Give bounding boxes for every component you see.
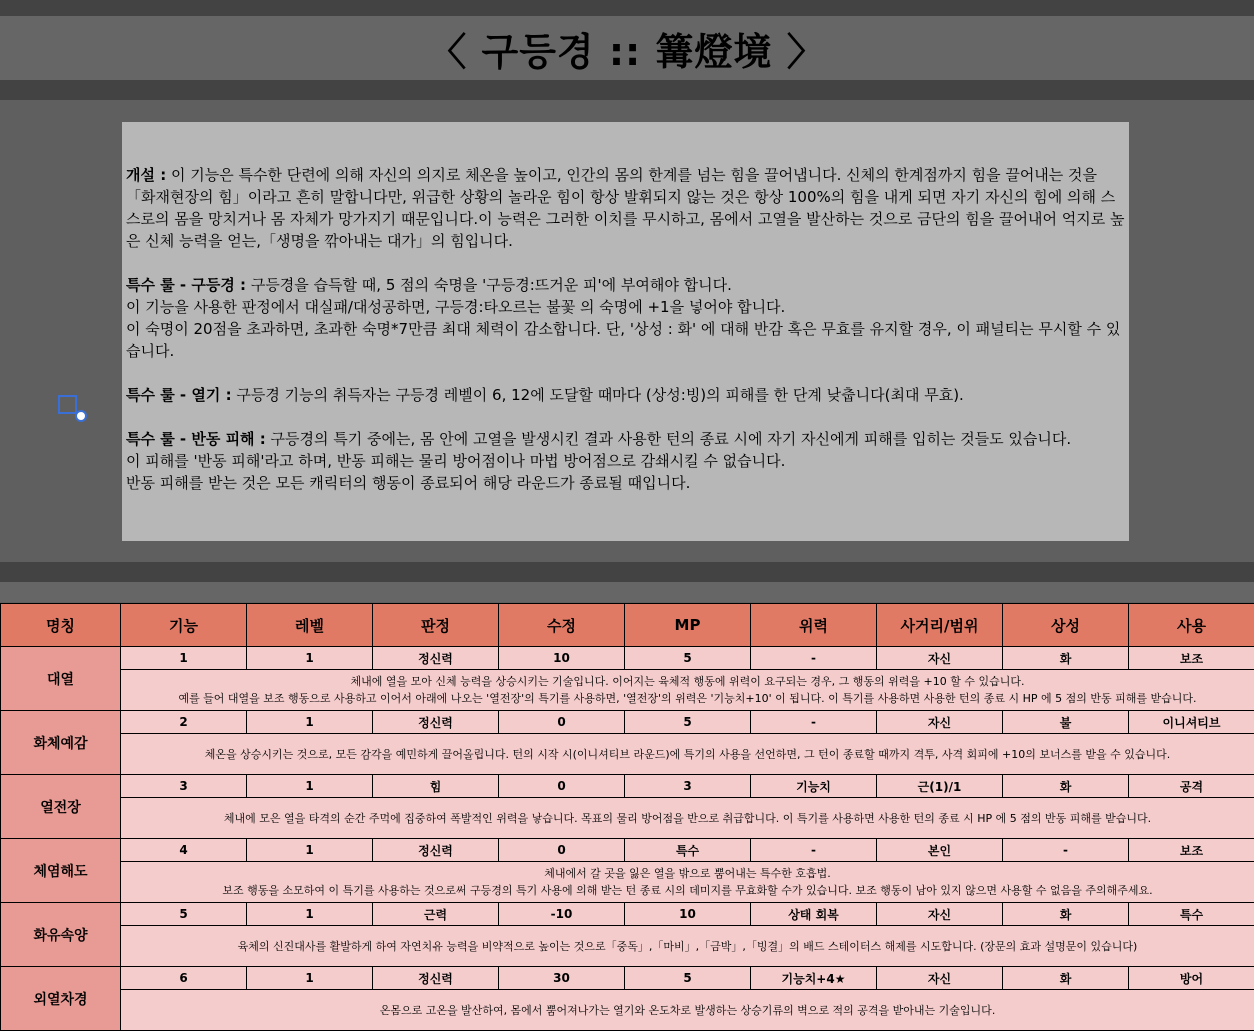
rule-text: 이 피해를 '반동 피해'라고 하며, 반동 피해는 물리 방어점이나 마법 방어점으로 감쇄시킬 수 없습니다. xyxy=(126,452,785,470)
description-line xyxy=(126,450,1125,472)
skill-description-cell[interactable] xyxy=(121,670,1254,711)
separator-band xyxy=(0,80,1254,100)
table-cell[interactable]: - xyxy=(751,839,877,862)
skill-name-cell[interactable]: 화유속양 xyxy=(1,903,121,967)
table-row-description xyxy=(1,670,1254,711)
column-header[interactable]: 상성 xyxy=(1003,604,1129,647)
table-cell[interactable]: 5 xyxy=(625,647,751,670)
table-cell[interactable]: 화 xyxy=(1003,967,1129,990)
table-cell[interactable]: 이니셔티브 xyxy=(1129,711,1254,734)
table-cell[interactable]: 5 xyxy=(121,903,247,926)
table-cell[interactable]: 공격 xyxy=(1129,775,1254,798)
table-cell[interactable]: 4 xyxy=(121,839,247,862)
table-cell[interactable]: 불 xyxy=(1003,711,1129,734)
table-cell[interactable]: 기능치 xyxy=(751,775,877,798)
skill-description-line: 온몸으로 고온을 발산하여, 몸에서 뿜어져나가는 열기와 온도차로 발생하는 상승기류의 벽으로 적의 공격을 받아내는 기술입니다. xyxy=(121,1002,1254,1019)
description-line xyxy=(126,252,1125,274)
skill-name-cell[interactable]: 체염해도 xyxy=(1,839,121,903)
skill-description-cell[interactable] xyxy=(121,798,1254,839)
table-row xyxy=(1,775,1254,798)
table-cell[interactable]: 1 xyxy=(247,711,373,734)
table-cell[interactable]: 3 xyxy=(625,775,751,798)
description-line xyxy=(126,472,1125,494)
table-row-description xyxy=(1,862,1254,903)
rule-text: 구등경을 습득할 때, 5 점의 숙명을 '구등경:뜨거운 피'에 부여해야 합니다. xyxy=(246,276,732,294)
table-cell[interactable]: 정신력 xyxy=(373,711,499,734)
table-cell[interactable]: 자신 xyxy=(877,711,1003,734)
table-row-description xyxy=(1,798,1254,839)
table-cell[interactable]: 자신 xyxy=(877,967,1003,990)
table-cell[interactable]: 1 xyxy=(247,967,373,990)
column-header[interactable]: 레벨 xyxy=(247,604,373,647)
rule-text: 구등경 기능의 취득자는 구등경 레벨이 6, 12에 도달할 때마다 (상성:빙)의 피해를 한 단계 낮춥니다(최대 무효). xyxy=(232,386,964,404)
rule-label: 특수 룰 - 열기 : xyxy=(126,386,232,404)
skill-description-line: 체내에 모은 열을 타격의 순간 주먹에 집중하여 폭발적인 위력을 낳습니다. 목표의 물리 방어점을 반으로 취급합니다. 이 특기를 사용하면 사용한 턴의 종료 시 HP 에 5 점의 반동 피해를 받습니다. xyxy=(121,810,1254,827)
table-cell[interactable]: 기능치+4★ xyxy=(751,967,877,990)
description-line xyxy=(126,164,1125,252)
table-cell[interactable]: 자신 xyxy=(877,647,1003,670)
column-header[interactable]: 사용 xyxy=(1129,604,1254,647)
table-cell[interactable]: 2 xyxy=(121,711,247,734)
skill-description-line: 체내에서 갈 곳을 잃은 열을 밖으로 뿜어내는 특수한 호흡법. xyxy=(121,865,1254,882)
description-line xyxy=(126,318,1125,362)
column-header[interactable]: 기능 xyxy=(121,604,247,647)
column-header[interactable]: 사거리/범위 xyxy=(877,604,1003,647)
rule-text: 이 기능은 특수한 단련에 의해 자신의 의지로 체온을 높이고, 인간의 몸의 한계를 넘는 힘을 끌어냅니다. 신체의 한계점까지 힘을 끌어내는 것을「화재현장의 힘」이라고 흔히 말합니다만, 위급한 상황의 놀라운 힘이 항상 발휘되지 않는 것은 항상 100%의 힘을 내게 되면 자기 자신의 힘에 의해 스스로의 몸을 망치거나 몸 자체가 망가지기 때문입니다.이 능력은 그러한 이치를 무시하고, 몸에서 고열을 발산하는 것으로 금단의 힘을 끌어내어 억지로 높은 신체 능력을 얻는,「생명을 깎아내는 대가」의 힘입니다. xyxy=(126,166,1125,250)
table-cell[interactable]: 특수 xyxy=(625,839,751,862)
rule-text: 이 숙명이 20점을 초과하면, 초과한 숙명*7만큼 최대 체력이 감소합니다. 단, '상성 : 화' 에 대해 반감 혹은 무효를 유지할 경우, 이 패널티는 무시할 수 있습니다. xyxy=(126,320,1120,360)
rule-label: 특수 룰 - 구등경 : xyxy=(126,276,246,294)
table-row xyxy=(1,967,1254,990)
table-cell[interactable]: 6 xyxy=(121,967,247,990)
resize-handle[interactable] xyxy=(75,410,87,422)
rule-text: 반동 피해를 받는 것은 모든 캐릭터의 행동이 종료되어 해당 라운드가 종료될 때입니다. xyxy=(126,474,690,492)
table-cell[interactable]: 화 xyxy=(1003,647,1129,670)
table-row-description xyxy=(1,926,1254,967)
skill-description-cell[interactable] xyxy=(121,862,1254,903)
table-row xyxy=(1,711,1254,734)
separator-band xyxy=(0,562,1254,582)
column-header[interactable]: 판정 xyxy=(373,604,499,647)
table-cell[interactable]: 정신력 xyxy=(373,839,499,862)
skill-description-line: 예를 들어 대열을 보조 행동으로 사용하고 이어서 아래에 나오는 '열전장'의 특기를 사용하면, '열전장'의 위력은 '기능치+10' 이 됩니다. 이 특기를 사용하면 사용한 턴의 종료 시 HP 에 5 점의 반동 피해를 받습니다. xyxy=(121,690,1254,707)
table-row xyxy=(1,647,1254,670)
skill-name-cell[interactable]: 대열 xyxy=(1,647,121,711)
description-line xyxy=(126,296,1125,318)
skill-description-cell[interactable] xyxy=(121,734,1254,775)
skill-description-cell[interactable] xyxy=(121,990,1254,1031)
skill-table xyxy=(0,603,1254,1031)
table-cell[interactable]: 정신력 xyxy=(373,967,499,990)
table-cell[interactable]: 1 xyxy=(247,775,373,798)
table-cell[interactable]: 근력 xyxy=(373,903,499,926)
table-cell[interactable]: 근(1)/1 xyxy=(877,775,1003,798)
table-cell[interactable]: 힘 xyxy=(373,775,499,798)
table-cell[interactable]: - xyxy=(751,711,877,734)
page-title: 〈 구등경 :: 篝燈境 〉 xyxy=(428,21,825,76)
skill-description-line: 보조 행동을 소모하여 이 특기를 사용하는 것으로써 구등경의 특기 사용에 의해 받는 턴 종료 시의 데미지를 무효화할 수가 있습니다. 보조 행동이 남아 있지 않으면 사용할 수 없음을 주의해주세요. xyxy=(121,882,1254,899)
table-row-description xyxy=(1,990,1254,1031)
table-cell[interactable]: 1 xyxy=(247,647,373,670)
description-line xyxy=(126,384,1125,406)
table-cell[interactable]: 0 xyxy=(499,775,625,798)
table-cell[interactable]: 10 xyxy=(625,903,751,926)
table-cell[interactable]: 특수 xyxy=(1129,903,1254,926)
table-row xyxy=(1,903,1254,926)
table-cell[interactable]: 화 xyxy=(1003,903,1129,926)
skill-description-cell[interactable] xyxy=(121,926,1254,967)
table-cell[interactable]: -10 xyxy=(499,903,625,926)
column-header[interactable]: 위력 xyxy=(751,604,877,647)
description-line xyxy=(126,406,1125,428)
description-box[interactable] xyxy=(122,122,1129,541)
skill-name-cell[interactable]: 화체예감 xyxy=(1,711,121,775)
table-cell[interactable]: 3 xyxy=(121,775,247,798)
description-line xyxy=(126,274,1125,296)
rule-label: 특수 룰 - 반동 피해 : xyxy=(126,430,266,448)
rule-label: 개설 : xyxy=(126,166,166,184)
table-row xyxy=(1,839,1254,862)
table-cell[interactable]: 0 xyxy=(499,711,625,734)
column-header[interactable]: 명칭 xyxy=(1,604,121,647)
table-cell[interactable]: 5 xyxy=(625,711,751,734)
table-cell[interactable]: 5 xyxy=(625,967,751,990)
title-bar xyxy=(0,16,1254,80)
table-cell[interactable]: 보조 xyxy=(1129,647,1254,670)
table-cell[interactable]: 보조 xyxy=(1129,839,1254,862)
table-cell[interactable]: 본인 xyxy=(877,839,1003,862)
table-cell[interactable]: 자신 xyxy=(877,903,1003,926)
table-cell[interactable]: 정신력 xyxy=(373,647,499,670)
table-cell[interactable]: 화 xyxy=(1003,775,1129,798)
skill-name-cell[interactable]: 열전장 xyxy=(1,775,121,839)
table-cell[interactable]: - xyxy=(1003,839,1129,862)
rule-text: 구등경의 특기 중에는, 몸 안에 고열을 발생시킨 결과 사용한 턴의 종료 시에 자기 자신에게 피해를 입히는 것들도 있습니다. xyxy=(266,430,1071,448)
table-cell[interactable]: 방어 xyxy=(1129,967,1254,990)
skill-name-cell[interactable]: 외열차경 xyxy=(1,967,121,1031)
table-cell[interactable]: 1 xyxy=(247,903,373,926)
selection-frame[interactable] xyxy=(58,395,77,414)
column-header[interactable]: MP xyxy=(625,604,751,647)
table-row-description xyxy=(1,734,1254,775)
rule-text: 이 기능을 사용한 판정에서 대실패/대성공하면, 구등경:타오르는 불꽃 의 숙명에 +1을 넣어야 합니다. xyxy=(126,298,785,316)
skill-description-line: 체내에 열을 모아 신체 능력을 상승시키는 기술입니다. 이어지는 육체적 행동에 위력이 요구되는 경우, 그 행동의 위력을 +10 할 수 있습니다. xyxy=(121,673,1254,690)
table-cell[interactable]: - xyxy=(751,647,877,670)
gap-band xyxy=(0,582,1254,602)
column-header[interactable]: 수정 xyxy=(499,604,625,647)
skill-description-line: 체온을 상승시키는 것으로, 모든 감각을 예민하게 끌어올립니다. 턴의 시작 시(이니셔티브 라운드)에 특기의 사용을 선언하면, 그 턴이 종료할 때까지 격투, 사격 회피에 +10의 보너스를 받을 수 있습니다. xyxy=(121,746,1254,763)
table-cell[interactable]: 상태 회복 xyxy=(751,903,877,926)
table-cell[interactable]: 30 xyxy=(499,967,625,990)
table-cell[interactable]: 10 xyxy=(499,647,625,670)
description-line xyxy=(126,428,1125,450)
top-dark-band xyxy=(0,0,1254,16)
table-cell[interactable]: 1 xyxy=(121,647,247,670)
table-header-row xyxy=(1,604,1254,647)
table-cell[interactable]: 1 xyxy=(247,839,373,862)
description-line xyxy=(126,362,1125,384)
table-cell[interactable]: 0 xyxy=(499,839,625,862)
skill-description-line: 육체의 신진대사를 활발하게 하여 자연치유 능력을 비약적으로 높이는 것으로「중독」,「마비」,「금박」,「빙결」의 배드 스테이터스 해제를 시도합니다. (장문의 효과 설명문이 있습니다) xyxy=(121,938,1254,955)
